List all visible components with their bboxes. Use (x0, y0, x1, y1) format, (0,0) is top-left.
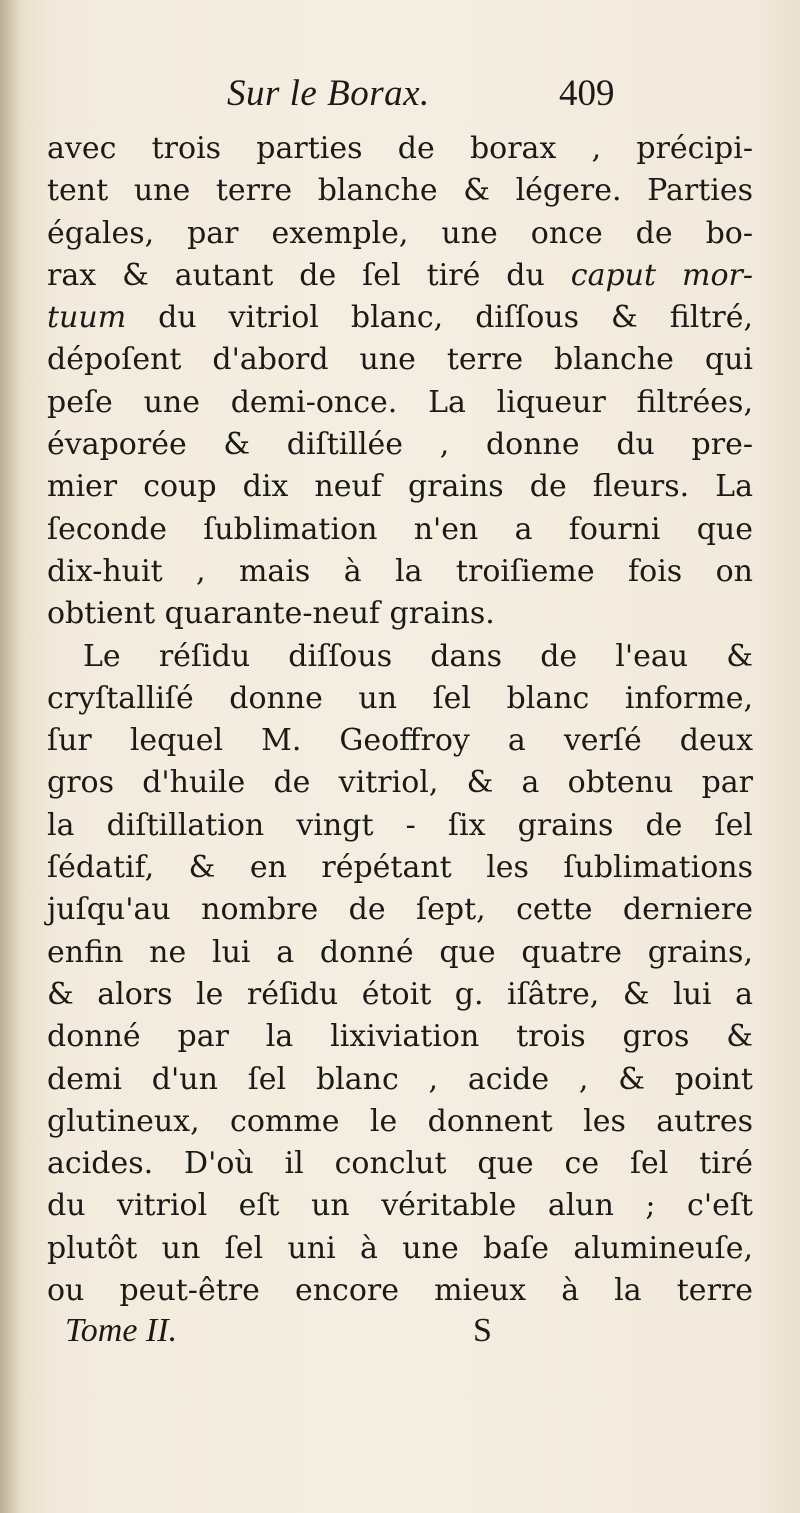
text-line: gros d'huile de vitriol, & a obtenu par (47, 765, 753, 801)
page-number: 409 (559, 73, 615, 114)
italic-phrase: tuum (47, 300, 127, 336)
text-line: mier coup dix neuf grains de fleurs. La (47, 469, 753, 505)
signature-mark: S (473, 1312, 492, 1350)
text-line: dépoſent d'abord une terre blanche qui (47, 342, 753, 378)
running-head (47, 70, 757, 128)
text-line (47, 255, 753, 297)
text-line: acides. D'où il conclut que ce ſel tiré (47, 1146, 753, 1182)
text-line: ſeconde ſublimation n'en a fourni que (47, 511, 753, 547)
text-line: tent une terre blanche & légere. Parties (47, 173, 753, 209)
text-line: ſur lequel M. Geoffroy a verſé deux (47, 723, 753, 759)
text-line: évaporée & diſtillée , donne du pre- (47, 427, 753, 463)
running-title: Sur le Borax. (227, 73, 430, 114)
text-block (47, 70, 757, 1356)
text-line: enfin ne lui a donné que quatre grains, (47, 934, 753, 970)
text-line: du vitriol eſt un véritable alun ; c'eſt (47, 1188, 753, 1224)
text-line: juſqu'au nombre de ſept, cette derniere (47, 892, 753, 928)
text-line: & alors le réſidu étoit g. iſâtre, & lui a (47, 976, 753, 1012)
text-line-start: rax & autant de ſel tiré du (47, 257, 571, 293)
text-line: dix-huit , mais à la troiſieme fois on (47, 553, 753, 589)
text-line (47, 297, 753, 339)
gutter-shadow (0, 0, 22, 1513)
body-text (47, 128, 757, 1312)
text-line: égales, par exemple, une once de bo- (47, 215, 753, 251)
text-line: obtient quarante-neuf grains. (47, 596, 495, 632)
text-line: ou peut-être encore mieux à la terre (47, 1273, 753, 1309)
page-footer (47, 1312, 757, 1356)
text-line: peſe une demi-once. La liqueur filtrées, (47, 384, 753, 420)
text-line: donné par la lixiviation trois gros & (47, 1019, 753, 1055)
text-line: demi d'un ſel blanc , acide , & point (47, 1061, 753, 1097)
text-line: la diſtillation vingt - ſix grains de ſel (47, 807, 753, 843)
volume-signature: Tome II. (65, 1312, 178, 1350)
text-line: ſédatif, & en répétant les ſublimations (47, 850, 753, 886)
text-line: avec trois parties de borax , précipi- (47, 131, 753, 166)
text-line: cryſtalliſé donne un ſel blanc informe, (47, 680, 753, 716)
text-line: plutôt un ſel uni à une baſe alumineuſe, (47, 1230, 753, 1266)
italic-phrase: caput mor- (570, 257, 753, 293)
text-line: Le réſidu diſſous dans de l'eau & (83, 638, 753, 674)
text-line-rest: du vitriol blanc, diſſous & filtré, (126, 300, 753, 336)
text-line: glutineux, comme le donnent les autres (47, 1103, 753, 1139)
